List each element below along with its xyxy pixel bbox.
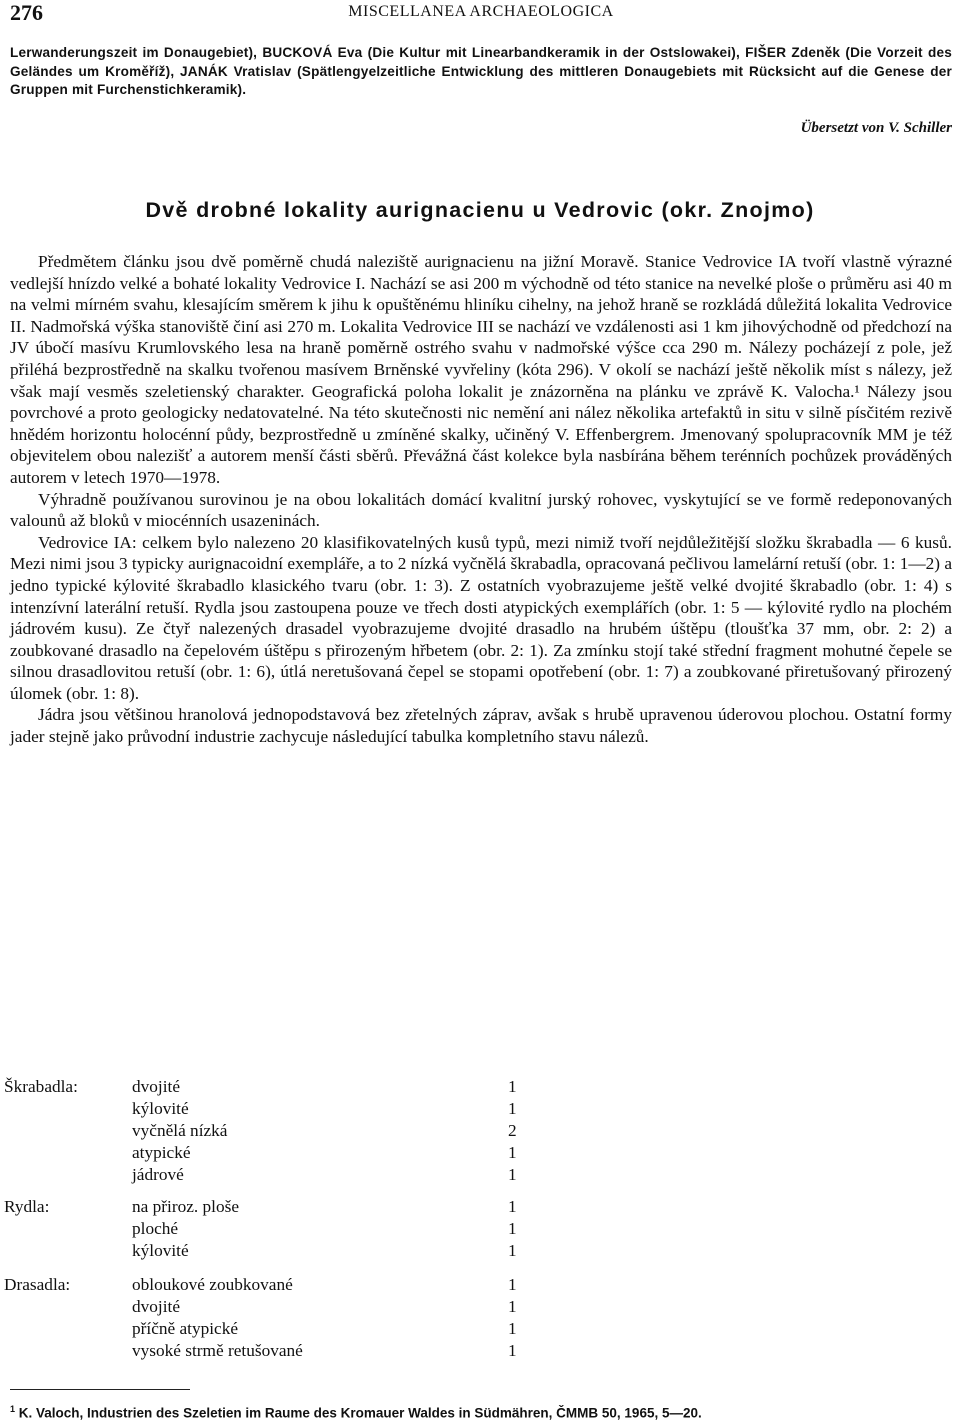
article-title: Dvě drobné lokality aurignacienu u Vedrovic (okr. Znojmo)	[145, 198, 815, 222]
footnote-rule	[10, 1389, 190, 1390]
inventory-count: 1	[508, 1197, 517, 1216]
reference-block: Lerwanderungszeit im Donaugebiet), BUCKOVÁ Eva (Die Kultur mit Linearbandkeramik in der Ostslowakei), FIŠER Zdeněk (Die Vorzeit des Geländes um Kroměříž), JANÁK Vratislav (Spätlengyelzeitliche Entwicklung des mittleren Donaugebiets mit Rücksicht auf die Genese der Gruppen mit Furchenstichkeramik).	[10, 45, 952, 97]
inventory-count: 1	[508, 1275, 517, 1294]
inventory-item: dvojité	[132, 1297, 180, 1316]
inventory-count: 1	[508, 1077, 517, 1096]
inventory-count: 1	[508, 1219, 517, 1238]
inventory-count: 2	[508, 1121, 517, 1140]
inventory-category: Škrabadla:	[4, 1077, 78, 1096]
inventory-item: vysoké strmě retušované	[132, 1341, 303, 1360]
footnote-marker: 1	[10, 1404, 16, 1414]
inventory-item: jádrové	[132, 1165, 184, 1184]
paragraph: Výhradně používanou surovinou je na obou lokalitách domácí kvalitní jurský rohovec, vyskytující se ve formě redeponovaných valounů až bloků v miocénních usazeninách.	[10, 489, 952, 531]
inventory-item: dvojité	[132, 1077, 180, 1096]
footnote-text: K. Valoch, Industrien des Szeletien im Raume des Kromauer Waldes in Südmähren, ČMMB 50, 1965, 5—20.	[18, 1405, 702, 1421]
paragraph: Vedrovice IA: celkem bylo nalezeno 20 klasifikovatelných kusů typů, mezi nimiž tvoří nejdůležitější složku škrabadla — 6 kusů. Mezi nimi jsou 3 typicky aurignacoidní exempláře, a to 2 nízká vyčnělá škrabadla, opracovaná pečlivou lamelární retuší (obr. 1: 1—2) a jedno typické kýlovité škrabadlo klasického tvaru (obr. 1: 3). Z ostatních vyobrazujeme ještě velké dvojité škrabadlo (obr. 1: 4) s intenzívní laterální retuší. Rydla jsou zastoupena pouze ve třech dosti atypických exemplářích (obr. 1: 5 — kýlovité rydlo na plochém jádrovém kusu). Ze čtyř nalezených drasadel vyobrazujeme dvojité drasadlo na hrubém úštěpu (tloušťka 37 mm, obr. 2: 2) a zoubkované drasadlo na čepelovém úštěpu s přirozeným hřbetem (obr. 2: 1). Za zmínku stojí také střední fragment mohutné čepele se silnou drasadlovitou retuší (obr. 1: 6), útlá neretušovaná čepel se stopami opotřebení (obr. 1: 7) a zoubkované přiretušovaný přirozený úlomek (obr. 1: 8).	[10, 532, 952, 703]
article-body	[10, 251, 952, 748]
inventory-count: 1	[508, 1241, 517, 1260]
inventory-count: 1	[508, 1099, 517, 1118]
paragraph: Předmětem článku jsou dvě poměrně chudá naleziště aurignacienu na jižní Moravě. Stanice Vedrovice IA tvoří vlastně výrazné vedlejší hnízdo velké a bohaté lokality Vedrovice I. Nachází se asi 200 m východně od této stanice na nevelké ploše o průměru asi 40 m na velmi mírném svahu, klesajícím směrem k jihu k opuštěnému hliníku cihelny, na jehož hraně se rozkládá důležitá lokalita Vedrovice II. Nadmořská výška stanoviště činí asi 270 m. Lokalita Vedrovice III se nachází ve vzdálenosti asi 1 km jihovýchodně od předchozí na JV úbočí masívu Krumlovského lesa na hraně poměrně ostrého svahu v nadmořské výšce cca 290 m. Nálezy pocházejí z pole, jež přiléhá bezprostředně na skalku tvořenou masívem Brněnské vyvřeliny (kóta 296). V okolí se nachází ještě několik míst s nálezy, jež však mají vesměs szeletienský charakter. Geografická poloha lokalit je znázorněna na plánku ve zprávě K. Valocha.¹ Nálezy jsou povrchové a proto geologicky nedatovatelné. Na této skutečnosti nic nemění ani nález několika artefaktů in situ v silně písčitém rezivě hnědém horizontu holocénní půdy, bezprostředně u zmíněné skalky, učiněný V. Effenbergrem. Jmenovaný spolupracovník MM je též objevitelem obou nalezišť a autorem menší části sběrů. Převážná část kolekce byla nasbírána během terénních pochůzek prováděných autorem v letech 1970—1978.	[10, 252, 952, 487]
inventory-count: 1	[508, 1297, 517, 1316]
inventory-category: Rydla:	[4, 1197, 50, 1216]
inventory-count: 1	[508, 1143, 517, 1162]
paragraph: Jádra jsou většinou hranolová jednopodstavová bez zřetelných záprav, avšak s hrubě upravenou úderovou plochou. Ostatní formy jader stejně jako průvodní industrie zachycuje následující tabulka kompletního stavu nálezů.	[10, 705, 952, 747]
footnote	[10, 1404, 952, 1421]
inventory-count: 1	[508, 1341, 517, 1360]
inventory-item: atypické	[132, 1143, 191, 1162]
inventory-item: obloukové zoubkované	[132, 1275, 293, 1294]
inventory-count: 1	[508, 1165, 517, 1184]
inventory-item: vyčnělá nízká	[132, 1121, 228, 1140]
page-header	[10, 0, 952, 26]
inventory-item: na přiroz. ploše	[132, 1197, 240, 1216]
translator-credit: Übersetzt von V. Schiller	[800, 120, 952, 136]
inventory-item: kýlovité	[132, 1099, 189, 1118]
page-number: 276	[10, 0, 43, 25]
running-title: MISCELLANEA ARCHAEOLOGICA	[348, 3, 614, 20]
inventory-category: Drasadla:	[4, 1275, 71, 1294]
inventory-item: ploché	[132, 1219, 179, 1238]
inventory-count: 1	[508, 1319, 517, 1338]
inventory-item: příčně atypické	[132, 1319, 239, 1338]
inventory-item: kýlovité	[132, 1241, 189, 1260]
